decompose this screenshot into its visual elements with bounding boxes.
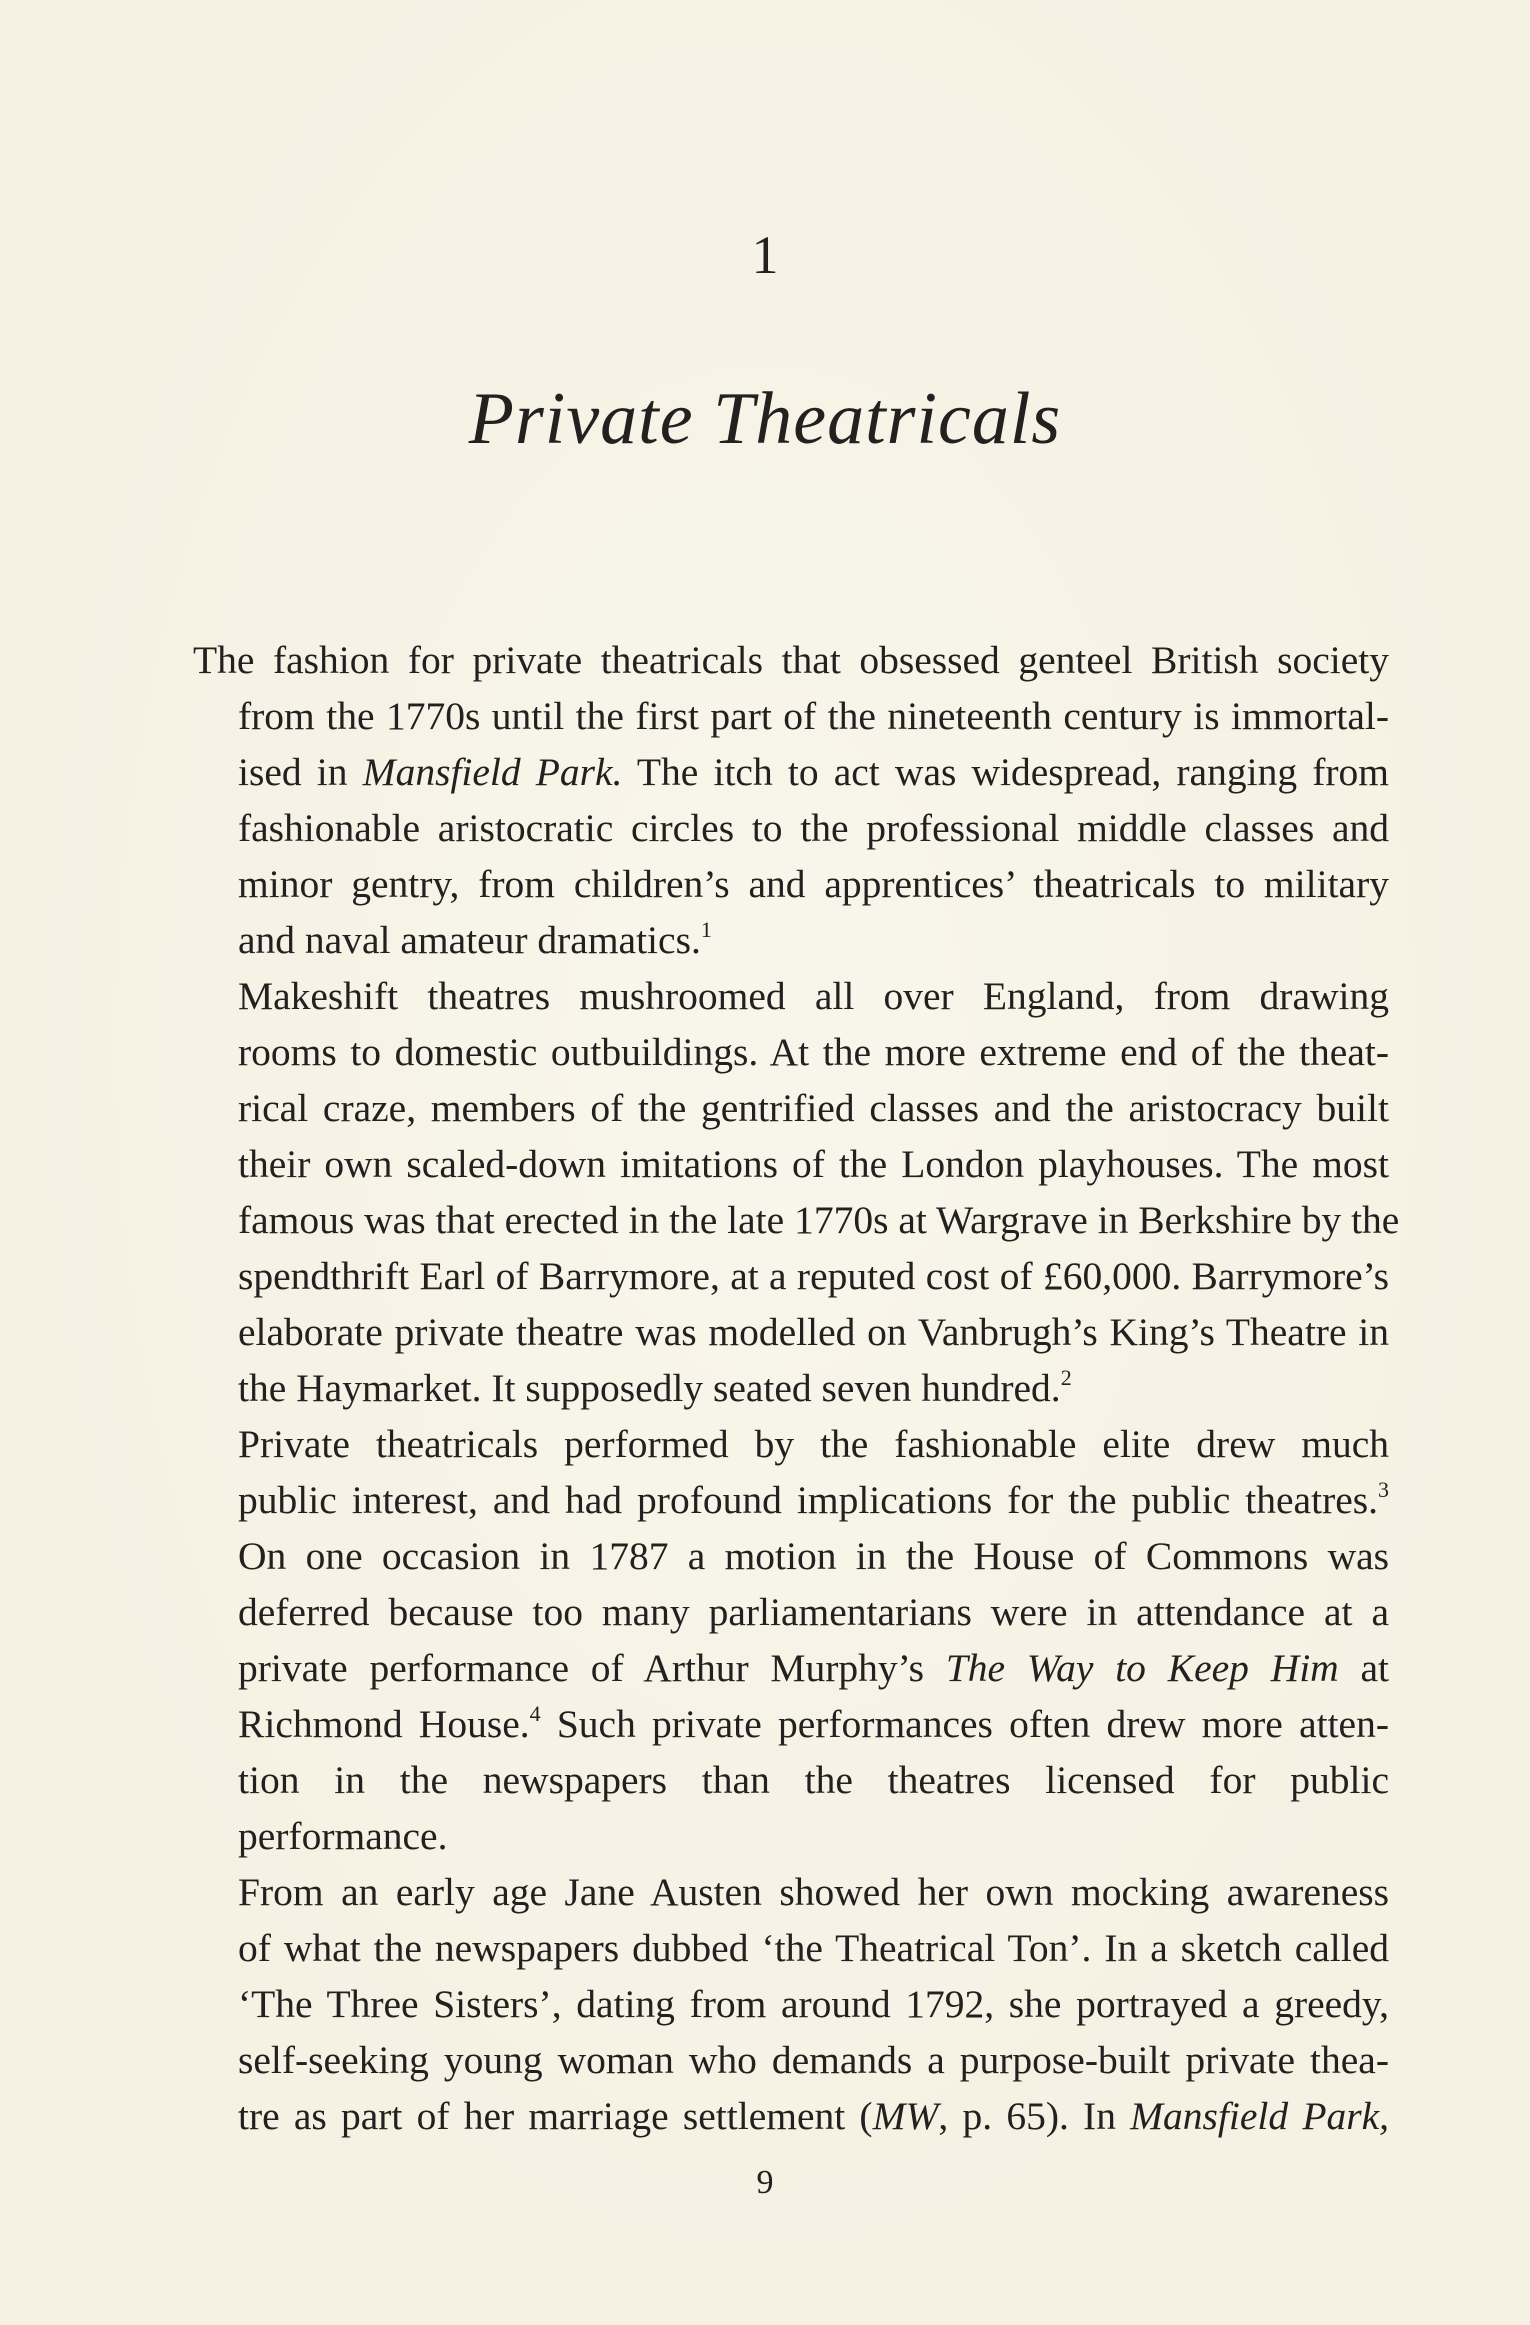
text-run: From an early age Jane Austen showed her own mocking awareness — [238, 1870, 1389, 1914]
italic-title: Mansfield Park. — [362, 750, 623, 794]
text-line — [193, 1472, 1389, 1528]
text-line — [193, 1528, 1389, 1584]
text-line — [193, 800, 1389, 856]
text-line — [193, 1360, 1389, 1416]
text-line — [193, 1808, 1389, 1864]
paragraph — [193, 1416, 1389, 1864]
text-run: of what the newspapers dubbed ‘the Theatrical Ton’. In a sketch called — [238, 1926, 1389, 1970]
text-run: The itch to act was widespread, ranging from — [622, 750, 1390, 794]
text-line — [193, 1416, 1389, 1472]
text-line — [193, 1136, 1389, 1192]
text-run: spendthrift Earl of Barrymore, at a reputed cost of £60,000. Barrymore’s — [238, 1254, 1389, 1298]
text-line — [193, 1976, 1389, 2032]
text-line — [193, 856, 1389, 912]
text-run: Private theatricals performed by the fashionable elite drew much — [238, 1422, 1389, 1466]
text-line — [193, 1920, 1389, 1976]
text-run: minor gentry, from children’s and apprentices’ theatricals to military — [238, 862, 1389, 906]
text-run: tion in the newspapers than the theatres licensed for public — [238, 1758, 1389, 1802]
text-run: Makeshift theatres mushroomed all over England, from drawing — [238, 974, 1389, 1018]
footnote-marker: 3 — [1378, 1477, 1389, 1502]
page-number: 9 — [756, 2164, 774, 2201]
text-run: ‘The Three Sisters’, dating from around 1792, she portrayed a greedy, — [238, 1982, 1389, 2026]
text-run: rical craze, members of the gentrified classes and the aristocracy built — [238, 1086, 1389, 1130]
text-run: their own scaled-down imitations of the London playhouses. The most — [238, 1142, 1389, 1186]
text-line — [193, 912, 1389, 968]
text-run: public interest, and had profound implications for the public theatres. — [238, 1478, 1378, 1522]
text-line — [193, 632, 1389, 688]
italic-title: MW — [872, 2094, 939, 2138]
text-run: at — [1338, 1646, 1389, 1690]
text-line — [193, 1584, 1389, 1640]
text-line — [193, 1192, 1400, 1248]
text-line — [193, 2032, 1389, 2088]
text-run: and naval amateur dramatics. — [238, 918, 701, 962]
text-run: performance. — [238, 1814, 448, 1858]
footnote-marker: 2 — [1060, 1365, 1072, 1390]
text-line — [193, 688, 1389, 744]
text-run: , p. 65). In — [938, 2094, 1131, 2138]
text-run: Richmond House. — [238, 1702, 530, 1746]
text-line — [193, 1752, 1389, 1808]
text-line — [193, 1304, 1389, 1360]
text-run: the Haymarket. It supposedly seated seven hundred. — [238, 1366, 1061, 1410]
text-run: from the 1770s until the first part of the nineteenth century is immortal- — [238, 694, 1389, 738]
text-line — [193, 744, 1389, 800]
text-run: tre as part of her marriage settlement ( — [238, 2094, 873, 2138]
text-line — [193, 968, 1389, 1024]
footnote-marker: 4 — [529, 1701, 541, 1726]
text-line — [193, 1864, 1389, 1920]
text-line — [193, 1696, 1389, 1752]
paragraph — [193, 968, 1400, 1416]
italic-title: Mansfield Park, — [1130, 2094, 1389, 2138]
text-run: On one occasion in 1787 a motion in the House of Commons was — [238, 1534, 1389, 1578]
text-run: The fashion for private theatricals that obsessed genteel British society — [193, 638, 1389, 682]
text-line — [193, 1248, 1389, 1304]
text-run: self-seeking young woman who demands a purpose-built private thea- — [238, 2038, 1389, 2082]
footnote-marker: 1 — [700, 917, 712, 942]
text-line — [193, 2088, 1389, 2144]
text-run: ised in — [238, 750, 363, 794]
text-run: Such private performances often drew more atten- — [540, 1702, 1389, 1746]
text-run: rooms to domestic outbuildings. At the more extreme end of the theat- — [238, 1030, 1389, 1074]
paragraph — [193, 632, 1389, 968]
chapter-number: 1 — [751, 225, 779, 285]
text-run: private performance of Arthur Murphy’s — [238, 1646, 946, 1690]
body-text — [193, 632, 1400, 2144]
italic-title: The Way to Keep Him — [945, 1646, 1339, 1690]
text-line — [193, 1640, 1389, 1696]
text-run: famous was that erected in the late 1770s at Wargrave in Berkshire by the — [238, 1198, 1400, 1242]
text-run: elaborate private theatre was modelled on Vanbrugh’s King’s Theatre in — [238, 1310, 1389, 1354]
chapter-title: Private Theatricals — [468, 378, 1062, 460]
text-run: deferred because too many parliamentarians were in attendance at a — [238, 1590, 1389, 1634]
paragraph — [193, 1864, 1389, 2144]
text-line — [193, 1024, 1389, 1080]
text-run: fashionable aristocratic circles to the professional middle classes and — [238, 806, 1389, 850]
text-line — [193, 1080, 1389, 1136]
